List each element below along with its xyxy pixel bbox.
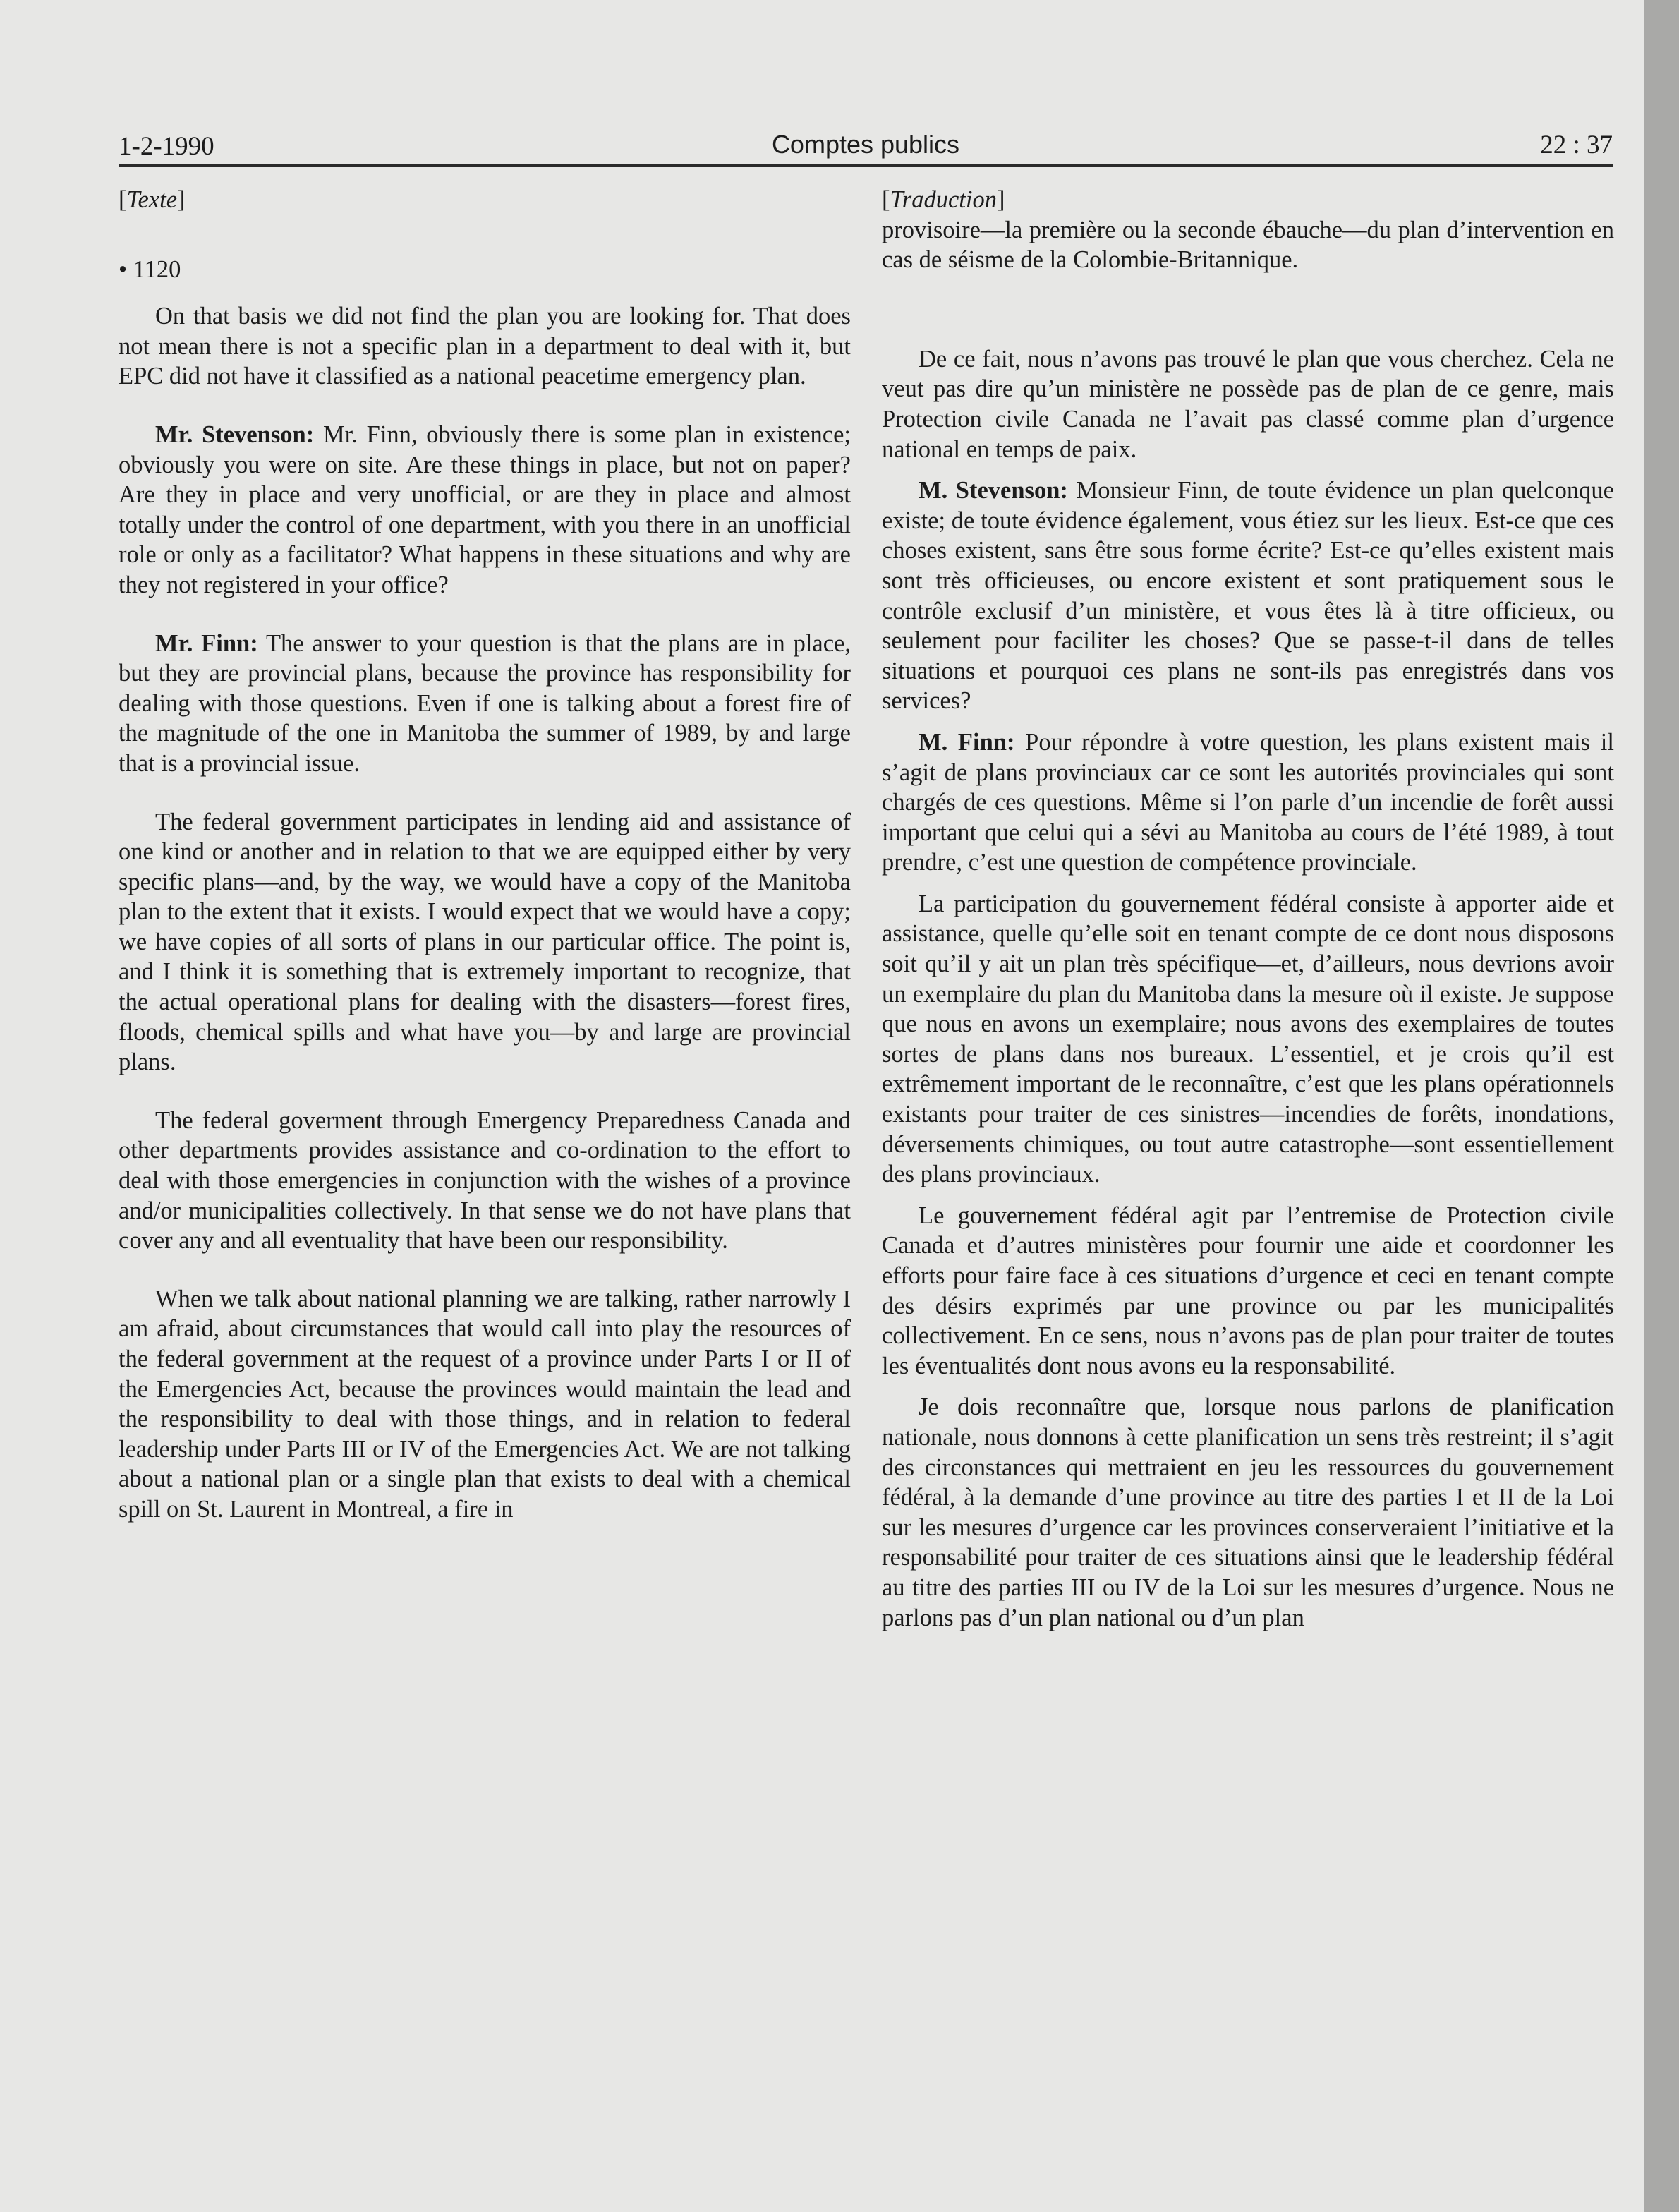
paragraph: On that basis we did not find the plan you are looking for. That does not mean there is not a specific plan in a department to deal with it, but EPC did not have it classified as a national peacetime emergency plan.: [119, 303, 851, 390]
page-header: [119, 124, 1613, 167]
english-column: [119, 185, 851, 1525]
paragraph: Mr. Finn: The answer to your question is that the plans are in place, but they are provincial plans, because the province has responsibility for dealing with those questions. Even if one is talking about a forest fire of the magnitude of the one in Manitoba the summer of 1989, by and large that is a provincial issue.: [119, 629, 851, 777]
speaker-name: Mr. Stevenson:: [155, 421, 315, 448]
paragraph: La participation du gouvernement fédéral consiste à apporter aide et assistance, quelle qu’elle soit en tenant compte de ce dont nous disposons soit qu’il y ait un plan très spécifique—et, d’ailleurs, nous devrions avoir un exemplaire du plan du Manitoba dans la mesure où il existe. Je suppose que nous en avons un exemplaire; nous avons des exemplaires de toutes sortes de plans dans nos bureaux. L’essentiel, et je crois qu’il est extrêmement important de le reconnaître, c’est que les plans opérationnels existants pour traiter de ces sinistres—incendies de forêts, inondations, déversements chimiques, ou tout autre catastrophe—sont essentiellement des plans provinciaux.: [882, 890, 1614, 1188]
header-rule: [119, 164, 1613, 167]
header-page-number: 22 : 37: [1540, 131, 1613, 159]
speaker-name: M. Finn:: [919, 728, 1015, 756]
paragraph: provisoire—la première ou la seconde ébauche—du plan d’intervention en cas de séisme de la Colombie-Britannique.: [882, 216, 1614, 274]
paragraph: M. Stevenson: Monsieur Finn, de toute évidence un plan quelconque existe; de toute évidence également, vous étiez sur les lieux. Est-ce que ces choses existent, sans être sous forme écrite? Est-ce qu’elles existent mais sont très officieuses, ou encore existent et sont pratiquement sous le contrôle exclusif d’un ministère, et vous êtes là à titre officieux, ou seulement pour faciliter les choses? Que se passe-t-il dans de telles situations et pourquoi ces plans ne sont-ils pas enregistrés dans vos services?: [882, 477, 1614, 715]
section-label-texte: [Texte]: [119, 186, 186, 213]
speaker-name: M. Stevenson:: [919, 477, 1068, 504]
paragraph: The federal goverment through Emergency Preparedness Canada and other departments provides assistance and co-ordination to the effort to deal with those emergencies in conjunction with the wishes of a province and/or municipalities collectively. In that sense we do not have plans that cover any and all eventuality that have been our responsibility.: [119, 1106, 851, 1255]
paragraph: Mr. Stevenson: Mr. Finn, obviously there is some plan in existence; obviously you were on site. Are these things in place, but not on paper? Are they in place and very unofficial, or are they in place and almost totally under the control of one department, with you there in an unofficial role or only as a facilitator? What happens in these situations and why are they not registered in your office?: [119, 421, 851, 598]
paragraph: De ce fait, nous n’avons pas trouvé le plan que vous cherchez. Cela ne veut pas dire qu’un ministère ne possède pas de plan de ce genre, mais Protection civile Canada ne l’avait pas classé comme plan d’urgence national en temps de paix.: [882, 345, 1614, 463]
section-label-traduction: [Traduction]: [882, 186, 1005, 213]
header-date: 1-2-1990: [119, 132, 214, 161]
paragraph: When we talk about national planning we are talking, rather narrowly I am afraid, about circumstances that would call into play the resources of the federal government at the request of a province under Parts I or II of the Emergencies Act, because the provinces would maintain the lead and the responsibility to deal with those things, and in relation to federal leadership under Parts III or IV of the Emergencies Act. We are not talking about a national plan or a single plan that exists to deal with a chemical spill on St. Laurent in Montreal, a fire in: [119, 1285, 851, 1523]
paragraph: Je dois reconnaître que, lorsque nous parlons de planification nationale, nous donnons à cette planification un sens très restreint; il s’agit des circonstances qui mettraient en jeu les ressources du gouvernement fédéral, à la demande d’une province au titre des parties I et II de la Loi sur les mesures d’urgence car les provinces conserveraient l’initiative et la responsabilité pour traiter de ces situations ainsi que le leadership fédéral au titre des parties III ou IV de la Loi sur les mesures d’urgence. Nous ne parlons pas d’un plan national ou d’un plan: [882, 1394, 1614, 1631]
paragraph: The federal government participates in lending aid and assistance of one kind or another and in relation to that we are equipped either by very specific plans—and, by the way, we would have a copy of the Manitoba plan to the extent that it exists. I would expect that we would have a copy; we have copies of all sorts of plans in our particular office. The point is, and I think it is something that is extremely important to recognize, that the actual operational plans for dealing with the disasters—forest fires, floods, chemical spills and what have you—by and large are provincial plans.: [119, 808, 851, 1076]
time-marker: • 1120: [119, 255, 181, 283]
french-column: [882, 185, 1614, 1633]
paragraph: M. Finn: Pour répondre à votre question, les plans existent mais il s’agit de plans provinciaux car ce sont les autorités provinciales qui sont chargés de ces questions. Même si l’on parle d’un incendie de forêt aussi important que celui qui a sévi au Manitoba au cours de l’été 1989, à tout prendre, c’est une question de compétence provinciale.: [882, 728, 1614, 876]
speaker-name: Mr. Finn:: [155, 629, 258, 657]
header-title: Comptes publics: [771, 130, 960, 159]
paragraph: Le gouvernement fédéral agit par l’entremise de Protection civile Canada et d’autres ministères pour fournir une aide et coordonner les efforts pour faire face à ces situations d’urgence et ceci en tenant compte des désirs exprimés par une province ou par les municipalités collectivement. En ce sens, nous n’avons pas de plan pour traiter de toutes les éventualités dont nous avons eu la responsabilité.: [882, 1202, 1614, 1379]
